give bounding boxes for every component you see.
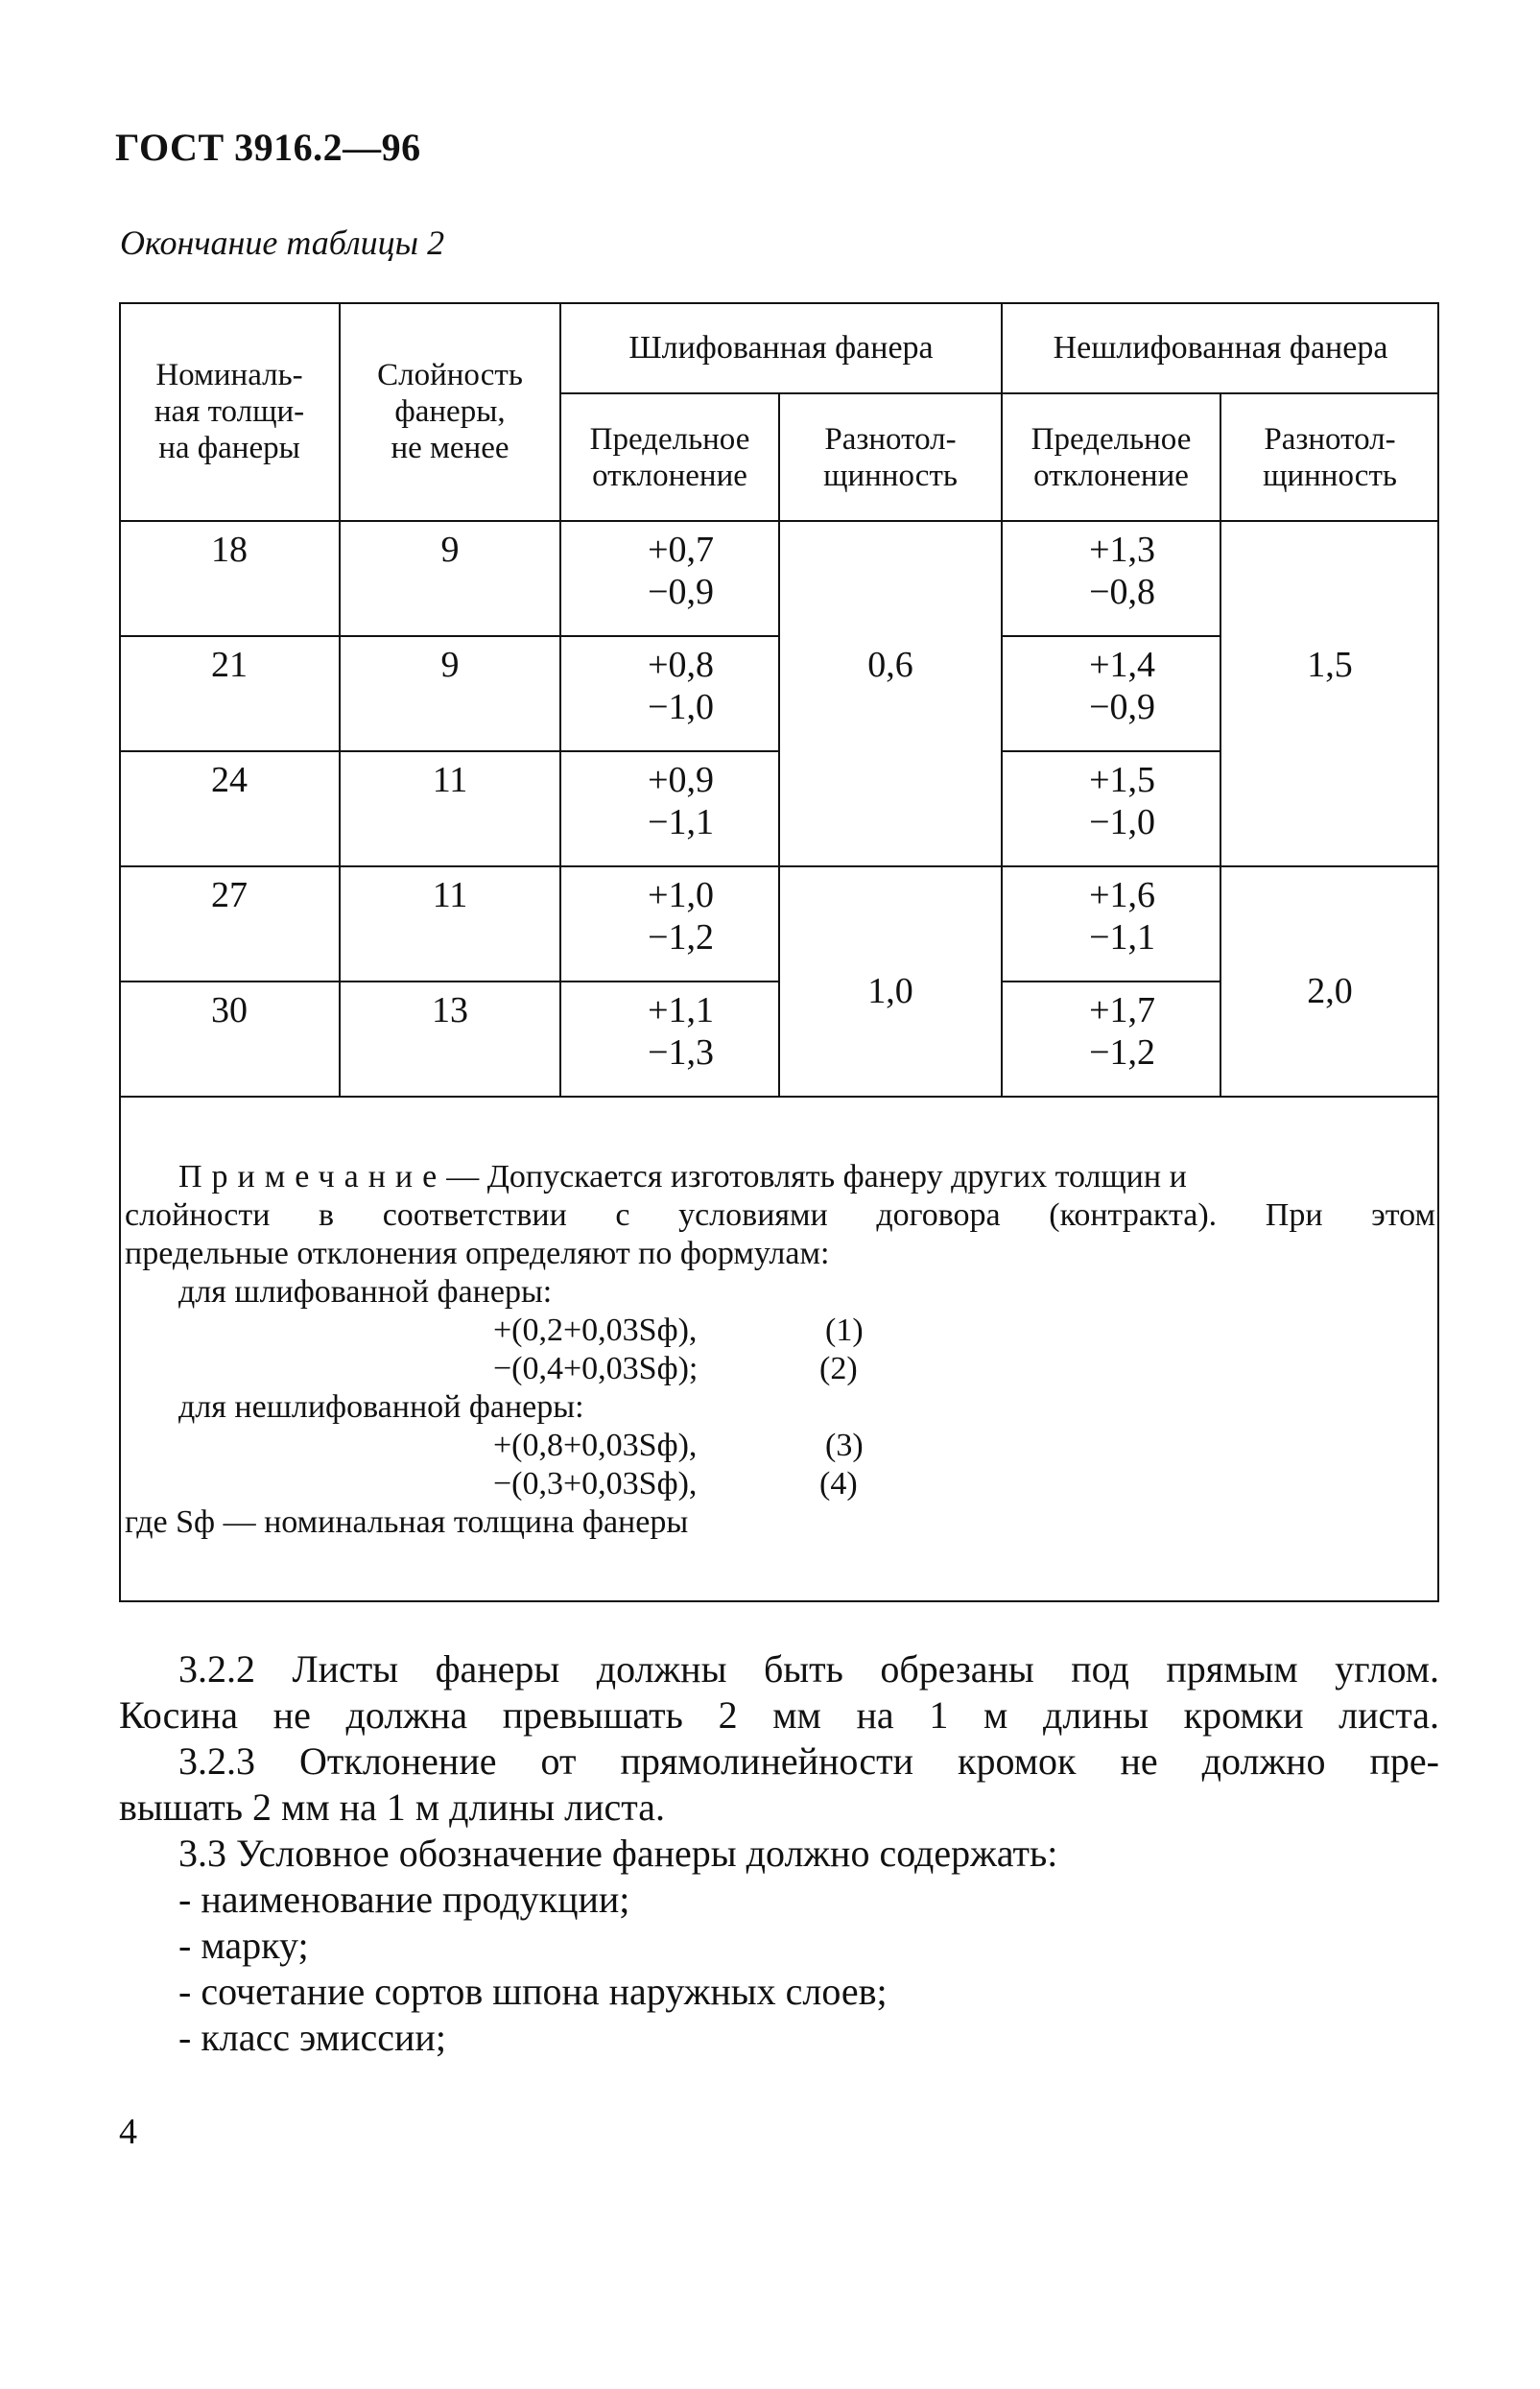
- cell-sanded-deviation: +1,1 −1,3: [648, 990, 714, 1073]
- tolerance-table: [119, 302, 1439, 1602]
- cell-unsanded-deviation: +1,3 −0,8: [1089, 530, 1155, 612]
- list-item: - сочетание сортов шпона наружных слоев;: [178, 1970, 888, 2013]
- header-unsanded-deviation: Предельное отклонение: [1031, 421, 1192, 493]
- cell-layers: 11: [432, 875, 468, 915]
- cell-nominal: 30: [211, 990, 248, 1030]
- note-text-1: — Допускается изготовлять фанеру других толщин и: [446, 1159, 1187, 1194]
- cell-nominal: 24: [211, 760, 248, 800]
- paragraph-3-2-3-line2: вышать 2 мм на 1 м длины листа.: [119, 1786, 665, 1829]
- paragraph-3-2-2-line1: 3.2.2 Листы фанеры должны быть обрезаны под прямым углом.: [178, 1647, 1439, 1691]
- header-sanded-thickness-variation: Разнотол- щинность: [823, 421, 958, 493]
- note-unsanded-intro: для нешлифованной фанеры:: [178, 1389, 584, 1425]
- cell-sanded-deviation: +0,9 −1,1: [648, 760, 714, 842]
- note-label: Примечание: [178, 1159, 447, 1194]
- header-sanded-deviation: Предельное отклонение: [589, 421, 750, 493]
- page-number: 4: [119, 2112, 137, 2152]
- cell-sanded-variation-group2: 1,0: [867, 971, 913, 1011]
- formula-1: +(0,2+0,03Sф),: [493, 1313, 698, 1348]
- paragraph-3-2-2-line2: Косина не должна превышать 2 мм на 1 м длины кромки листа.: [119, 1693, 1439, 1737]
- cell-layers: 9: [440, 530, 460, 570]
- header-layer-count: Слойность фанеры, не менее: [377, 358, 523, 465]
- cell-layers: 13: [432, 990, 468, 1030]
- note-line-2: слойности в соответствии с условиями договора (контракта). При этом: [125, 1197, 1435, 1233]
- cell-nominal: 27: [211, 875, 248, 915]
- formula-4: −(0,3+0,03Sф),: [493, 1466, 698, 1502]
- cell-nominal: 18: [211, 530, 248, 570]
- header-sanded-plywood: Шлифованная фанера: [628, 329, 934, 366]
- cell-unsanded-deviation: +1,7 −1,2: [1089, 990, 1155, 1073]
- formula-1-number: (1): [825, 1313, 864, 1348]
- formula-2: −(0,4+0,03Sф);: [493, 1351, 699, 1386]
- formula-2-number: (2): [819, 1351, 858, 1386]
- note-sanded-intro: для шлифованной фанеры:: [178, 1274, 553, 1310]
- cell-unsanded-variation-group1: 1,5: [1307, 645, 1353, 685]
- note-where: где Sф — номинальная толщина фанеры: [125, 1504, 689, 1540]
- note-line-3: предельные отклонения определяют по формулам:: [125, 1236, 830, 1271]
- paragraph-3-2-3-line1: 3.2.3 Отклонение от прямолинейности кромок не должно пре-: [178, 1739, 1439, 1783]
- header-unsanded-thickness-variation: Разнотол- щинность: [1263, 421, 1397, 493]
- cell-unsanded-deviation: +1,6 −1,1: [1089, 875, 1155, 958]
- document-id: ГОСТ 3916.2—96: [115, 126, 421, 169]
- formula-4-number: (4): [819, 1466, 858, 1502]
- list-item: - класс эмиссии;: [178, 2016, 446, 2059]
- cell-unsanded-variation-group2: 2,0: [1307, 971, 1353, 1011]
- list-item: - марку;: [178, 1924, 309, 1967]
- cell-sanded-deviation: +0,7 −0,9: [648, 530, 714, 612]
- formula-3-number: (3): [825, 1428, 864, 1463]
- cell-sanded-variation-group1: 0,6: [867, 645, 913, 685]
- cell-layers: 11: [432, 760, 468, 800]
- paragraph-3-3: 3.3 Условное обозначение фанеры должно содержать:: [178, 1832, 1058, 1875]
- cell-sanded-deviation: +1,0 −1,2: [648, 875, 714, 958]
- table-caption: Окончание таблицы 2: [120, 224, 445, 262]
- cell-unsanded-deviation: +1,5 −1,0: [1089, 760, 1155, 842]
- list-item: - наименование продукции;: [178, 1878, 630, 1921]
- cell-nominal: 21: [211, 645, 248, 685]
- cell-layers: 9: [440, 645, 460, 685]
- header-nominal-thickness: Номиналь- ная толщи- на фанеры: [154, 358, 305, 465]
- cell-sanded-deviation: +0,8 −1,0: [648, 645, 714, 727]
- formula-3: +(0,8+0,03Sф),: [493, 1428, 698, 1463]
- header-unsanded-plywood: Нешлифованная фанера: [1053, 329, 1388, 366]
- cell-unsanded-deviation: +1,4 −0,9: [1089, 645, 1155, 727]
- note-line-1: [178, 1158, 1435, 1196]
